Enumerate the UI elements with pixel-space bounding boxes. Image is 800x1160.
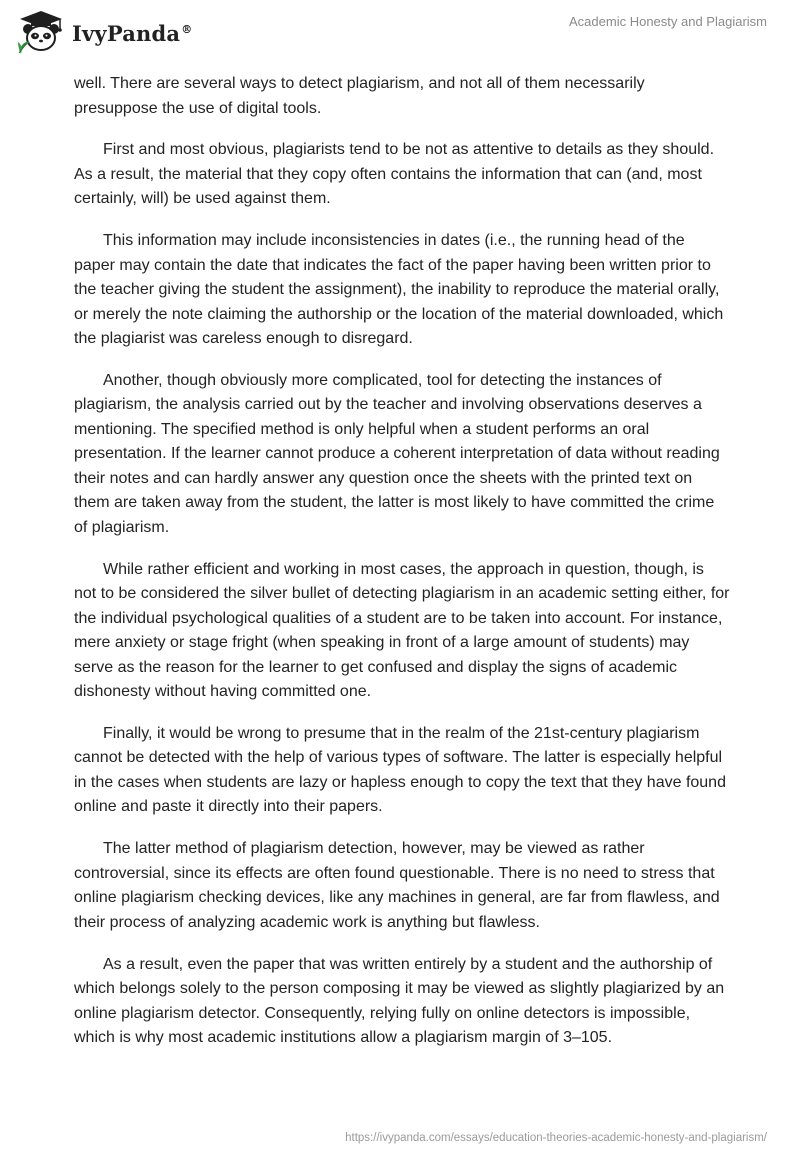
paragraph: This information may include inconsistencies in dates (i.e., the running head of the paper may contain the date that indicates the fact of the paper having been written prior to the teacher giving the student the assignment), the inability to reproduce the material orally, or merely the note claiming the authorship or the location of the material downloaded, which the plagiarist was careless enough to disregard. — [74, 232, 724, 348]
brand-name: IvyPanda® — [72, 20, 193, 46]
essay-body — [74, 72, 730, 1068]
panda-graduate-icon — [16, 9, 66, 55]
ivypanda-logo[interactable] — [16, 9, 192, 55]
paragraph: The latter method of plagiarism detection, however, may be viewed as rather controversial, since its effects are often found questionable. There is no need to stress that online plagiarism checking devices, like any machines in general, are far from flawless, and their process of analyzing academic work is anything but flawless. — [74, 840, 720, 931]
paragraph: Another, though obviously more complicated, tool for detecting the instances of plagiarism, the analysis carried out by the teacher and involving observations deserves a mentioning. The specified method is only helpful when a student performs an oral presentation. If the learner cannot produce a coherent interpretation of data without reading their notes and can hardly answer any question once the sheets with the printed text on them are taken away from the student, the latter is most likely to have committed the crime of plagiarism. — [74, 371, 720, 536]
paragraph: Finally, it would be wrong to presume that in the realm of the 21st-century plagiarism cannot be detected with the help of various types of software. The latter is especially helpful in the cases when students are lazy or hapless enough to copy the text that they have found online and paste it directly into their papers. — [74, 724, 726, 816]
paragraph: well. There are several ways to detect plagiarism, and not all of them necessarily presuppose the use of digital tools. — [74, 75, 645, 117]
paragraph: While rather efficient and working in most cases, the approach in question, though, is not to be considered the silver bullet of detecting plagiarism in an academic setting either, for the individual psychological qualities of a student are to be taken into account. For instance, mere anxiety or stage fright (when speaking in front of a large amount of students) may serve as the reason for the learner to get confused and display the signs of academic dishonesty without having committed one. — [74, 560, 730, 701]
document-title: Academic Honesty and Plagiarism — [569, 14, 767, 29]
paragraph: As a result, even the paper that was written entirely by a student and the authorship of which belongs solely to the person composing it may be viewed as slightly plagiarized by an online plagiarism detector. Consequently, relying fully on online detectors is impossible, which is why most academic institutions allow a plagiarism margin of 3–105. — [74, 955, 725, 1047]
paragraph: First and most obvious, plagiarists tend to be not as attentive to details as they should. As a result, the material that they copy often contains the information that can (and, most certainly, will) be used against them. — [74, 141, 715, 208]
page-header — [0, 0, 800, 62]
source-url[interactable]: https://ivypanda.com/essays/education-theories-academic-honesty-and-plagiarism/ — [345, 1132, 767, 1144]
